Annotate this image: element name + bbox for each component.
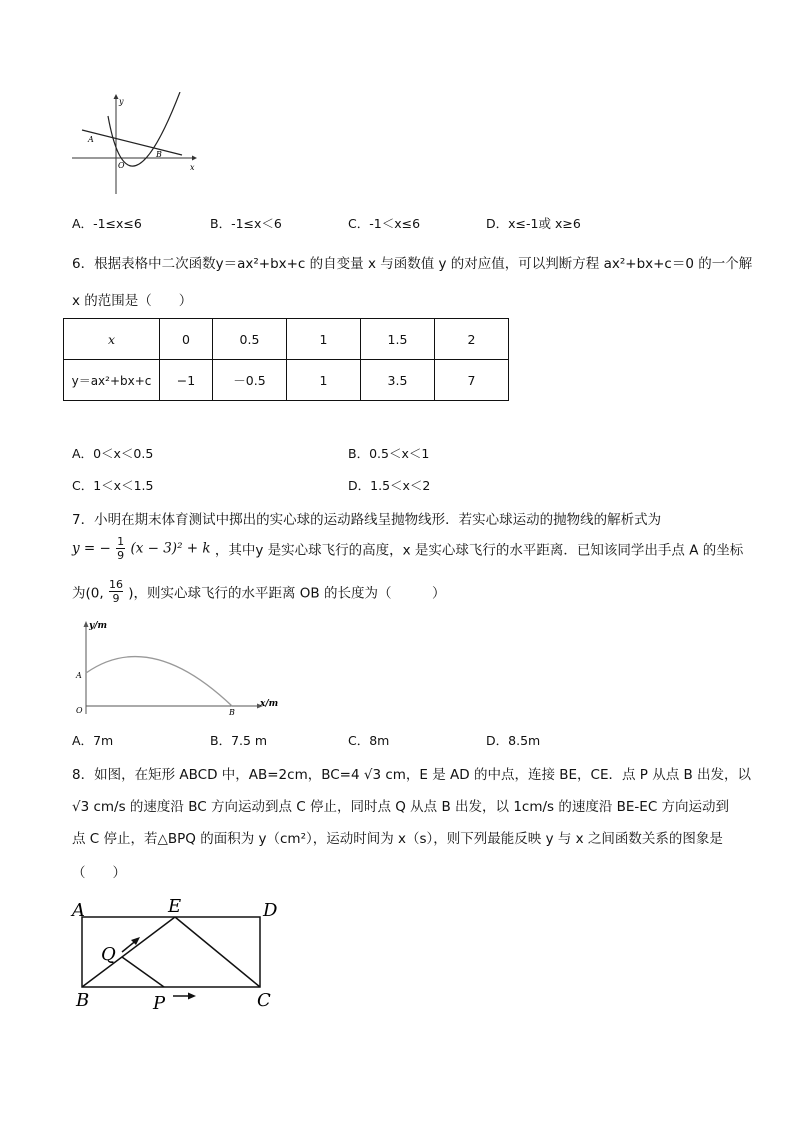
q6-cell: 0.5 bbox=[213, 319, 287, 360]
q8-segment-qp bbox=[122, 957, 164, 987]
q5-line bbox=[82, 130, 182, 155]
q6-cell: 3.5 bbox=[361, 360, 435, 401]
q6-option-b[interactable]: B．0.5＜x＜1 bbox=[348, 446, 430, 461]
q5-y-label: y bbox=[119, 97, 124, 106]
q8-label-p: P bbox=[153, 993, 166, 1014]
q6-stem-line1: 6．根据表格中二次函数y＝ax²+bx+c 的自变量 x 与函数值 y 的对应值，可以判断方程 ax²+bx+c＝0 的一个解 bbox=[72, 256, 753, 272]
q8-stem-line2: √3 cm/s 的速度沿 BC 方向运动到点 C 停止，同时点 Q 从点 B 出发，以 1cm/s 的速度沿 BE-EC 方向运动到 bbox=[72, 799, 730, 815]
q6-option-c[interactable]: C．1＜x＜1.5 bbox=[72, 478, 154, 493]
q6-row1-header: x bbox=[64, 319, 160, 360]
q7-y-label: y/m bbox=[89, 621, 108, 631]
q5-option-a[interactable]: A．-1≤x≤6 bbox=[72, 216, 142, 231]
q7-point-fraction bbox=[109, 578, 123, 605]
q6-cell: 2 bbox=[435, 319, 509, 360]
q6-row2-header: y＝ax²+bx+c bbox=[64, 360, 160, 401]
q6-cell: －0.5 bbox=[213, 360, 287, 401]
q7-y-arrow bbox=[84, 621, 89, 627]
q7-line3-pre: 为(0, bbox=[72, 585, 104, 602]
q8-label-q: Q bbox=[101, 944, 116, 965]
q5-graph bbox=[68, 92, 198, 197]
q6-cell: 1 bbox=[287, 360, 361, 401]
q5-option-d[interactable]: D．x≤-1或 x≥6 bbox=[486, 216, 581, 231]
q6-cell: 1.5 bbox=[361, 319, 435, 360]
q5-point-a-label: A bbox=[88, 135, 94, 144]
q7-point-num: 16 bbox=[108, 578, 123, 591]
table-row bbox=[64, 360, 509, 401]
q7-formula-start: y = − bbox=[72, 540, 111, 557]
q7-formula-end: (x − 3)² + k bbox=[130, 540, 211, 557]
q7-frac-den: 9 bbox=[117, 549, 125, 562]
q7-frac-num: 1 bbox=[117, 535, 125, 548]
q5-y-arrow bbox=[114, 94, 119, 99]
q7-origin-label: O bbox=[76, 706, 83, 715]
q7-option-d[interactable]: D．8.5m bbox=[486, 733, 541, 748]
q6-option-a[interactable]: A．0＜x＜0.5 bbox=[72, 446, 154, 461]
q7-point-a-label: A bbox=[76, 671, 82, 680]
q8-label-b: B bbox=[76, 990, 90, 1011]
q7-option-a[interactable]: A．7m bbox=[72, 733, 114, 748]
table-row bbox=[64, 319, 509, 360]
q5-origin-label: O bbox=[118, 161, 125, 170]
q5-x-arrow bbox=[192, 156, 197, 161]
q6-cell: 0 bbox=[160, 319, 213, 360]
q8-arrow-p-head bbox=[188, 993, 196, 1000]
q8-label-c: C bbox=[257, 990, 271, 1011]
q7-option-b[interactable]: B．7.5 m bbox=[210, 733, 268, 748]
q8-segment-be bbox=[82, 917, 175, 987]
q7-stem-line2 bbox=[72, 535, 743, 569]
q7-stem-line1: 7．小明在期末体育测试中掷出的实心球的运动路线呈抛物线形．若实心球运动的抛物线的解析式为 bbox=[72, 512, 662, 528]
q7-line3-post: )，则实心球飞行的水平距离 OB 的长度为（ ） bbox=[128, 585, 446, 602]
q7-trajectory bbox=[86, 657, 232, 706]
q7-x-label: x/m bbox=[260, 699, 279, 709]
q8-label-e: E bbox=[168, 896, 182, 917]
q6-option-d[interactable]: D．1.5＜x＜2 bbox=[348, 478, 431, 493]
q6-cell: −1 bbox=[160, 360, 213, 401]
q5-point-b-label: B bbox=[156, 150, 162, 159]
q7-graph bbox=[70, 618, 285, 720]
q8-segment-ec bbox=[175, 917, 260, 987]
q8-label-a: A bbox=[72, 900, 85, 921]
q7-option-c[interactable]: C．8m bbox=[348, 733, 390, 748]
q7-stem-line3 bbox=[72, 578, 446, 612]
q5-option-b[interactable]: B．-1≤x＜6 bbox=[210, 216, 282, 231]
q8-stem-line4: （ ） bbox=[72, 865, 126, 881]
q7-point-b-label: B bbox=[229, 708, 235, 717]
q6-cell: 7 bbox=[435, 360, 509, 401]
q8-stem-line1: 8．如图，在矩形 ABCD 中，AB=2cm，BC=4 √3 cm，E 是 AD 的中点，连接 BE，CE．点 P 从点 B 出发，以 bbox=[72, 767, 752, 783]
q7-point-den: 9 bbox=[112, 592, 120, 605]
q5-option-c[interactable]: C．-1＜x≤6 bbox=[348, 216, 421, 231]
q6-value-table bbox=[63, 318, 509, 401]
q8-figure bbox=[70, 892, 290, 1022]
q6-cell: 1 bbox=[287, 319, 361, 360]
q5-x-label: x bbox=[190, 163, 195, 172]
q6-stem-line2: x 的范围是（ ） bbox=[72, 293, 193, 309]
q8-stem-line3: 点 C 停止，若△BPQ 的面积为 y（cm²），运动时间为 x（s），则下列最能反映 y 与 x 之间函数关系的图象是 bbox=[72, 831, 723, 847]
q8-label-d: D bbox=[263, 900, 278, 921]
q7-stem-line2-text: ，其中y 是实心球飞行的高度，x 是实心球飞行的水平距离．已知该同学出手点 A 的坐标 bbox=[214, 542, 744, 559]
q7-fraction bbox=[116, 535, 125, 562]
